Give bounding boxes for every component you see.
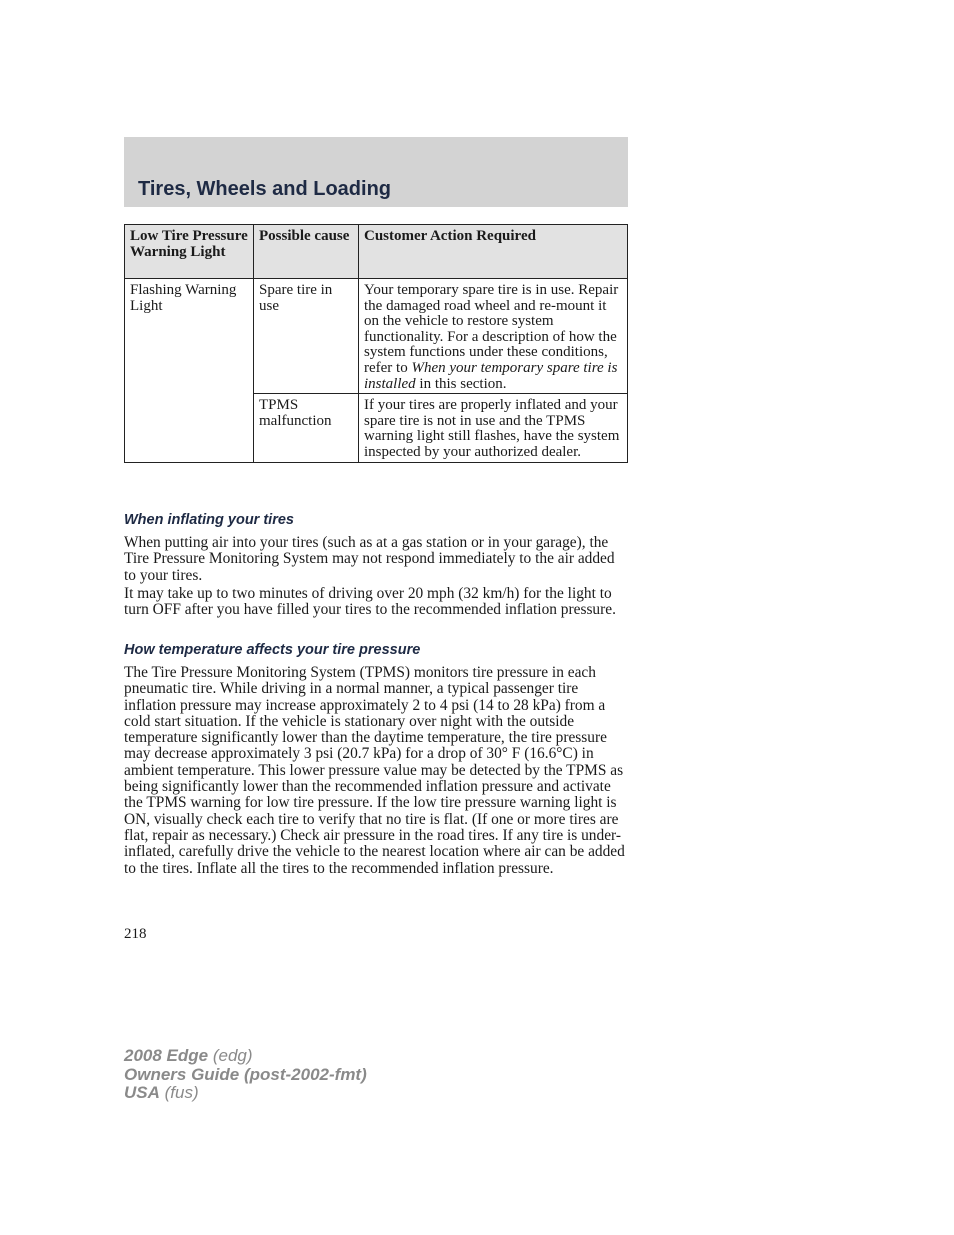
section-title: Tires, Wheels and Loading [138, 178, 392, 200]
body-paragraph: It may take up to two minutes of driving over 20 mph (32 km/h) for the light to turn OFF after you have filled your tires to the recommended inflation pressure. [124, 585, 616, 619]
subheading-temperature: How temperature affects your tire pressure [124, 642, 421, 658]
column-header-possible-cause: Possible cause [254, 225, 359, 279]
body-paragraph: When putting air into your tires (such as at a gas station or in your garage), the Tire Pressure Monitoring System may not respond immediately to the air added to your tires. [124, 534, 615, 584]
table-header-row [125, 225, 628, 279]
column-header-customer-action: Customer Action Required [359, 225, 628, 279]
footer-model: 2008 Edge [124, 1046, 209, 1065]
table-row [125, 279, 628, 394]
footer-line [124, 1084, 367, 1103]
section-header-band [124, 137, 628, 207]
footer-line [124, 1066, 367, 1085]
footer-guide: Owners Guide (post-2002-fmt) [124, 1064, 367, 1084]
action-text: in this section. [415, 375, 507, 392]
body-paragraph: The Tire Pressure Monitoring System (TPMS) monitors tire pressure in each pneumatic tire. While driving in a normal manner, a typical passenger tire inflation pressure may increase approximately 2 to 4 psi (14 to 28 kPa) from a cold start situation. If the vehicle is stationary over night with the outside temperature significantly lower than the daytime temperature, the tire pressure may decrease approximately 3 psi (20.7 kPa) for a drop of 30° F (16.6°C) in ambient temperature. This lower pressure value may be detected by the TPMS as being significantly lower than the recommended inflation pressure and activate the TPMS warning for low tire pressure. If the low tire pressure warning light is ON, visually check each tire to verify that no tire is flat. (If one or more tires are flat, repair as necessary.) Check air pressure in the road tires. If any tire is under-inflated, carefully drive the vehicle to the nearest location where air can be added to the tires. Inflate all the tires to the recommended inflation pressure. [124, 664, 625, 877]
document-footer [124, 1047, 367, 1103]
action-cell [359, 279, 628, 394]
warning-light-cell: Flashing Warning Light [125, 279, 254, 463]
column-header-warning-light: Low Tire Pressure Warning Light [125, 225, 254, 279]
footer-market: USA [124, 1083, 160, 1102]
page-number: 218 [124, 926, 147, 942]
footer-line [124, 1047, 367, 1066]
warning-light-table [124, 224, 628, 463]
footer-market-code: (fus) [159, 1083, 199, 1102]
action-cell: If your tires are properly inflated and your spare tire is not in use and the TPMS warning light still flashes, have the system inspected by your authorized dealer. [359, 394, 628, 462]
action-text: Your temporary spare tire is in use. Repair the damaged road wheel and re-mount it on the vehicle to restore system functionality. For a description of how the system functions under these conditions, refer to [364, 282, 619, 376]
subheading-inflating-tires: When inflating your tires [124, 512, 294, 528]
action-cross-reference: When your temporary spare tire is installed [364, 359, 618, 392]
cause-cell: Spare tire in use [254, 279, 359, 394]
cause-cell: TPMS malfunction [254, 394, 359, 462]
footer-model-code: (edg) [208, 1046, 253, 1065]
